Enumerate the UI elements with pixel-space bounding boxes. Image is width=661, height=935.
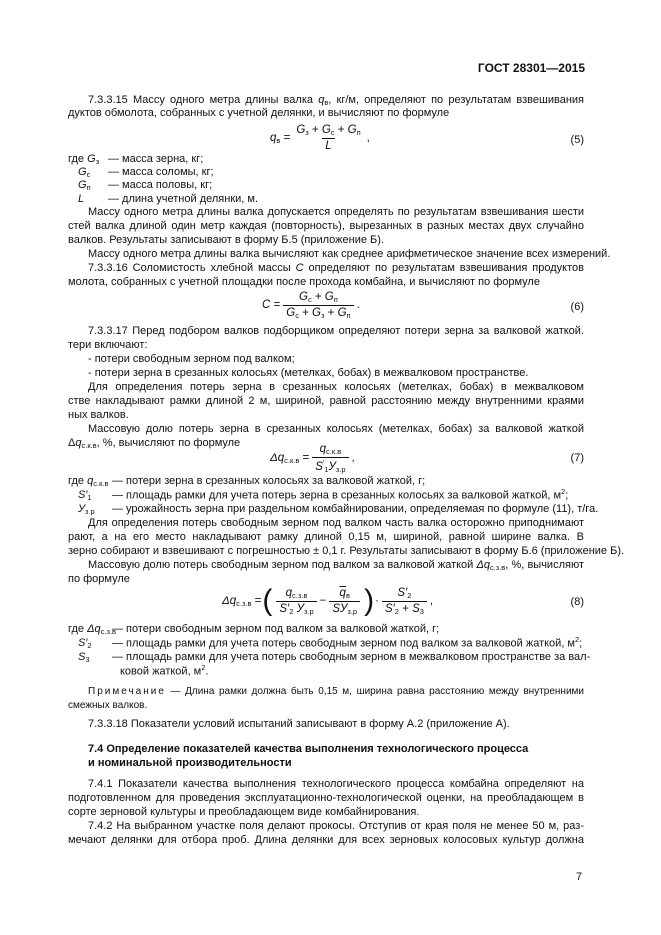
subscript: с.к.в — [326, 447, 342, 456]
subscript: п — [86, 183, 91, 192]
symbol: q — [75, 437, 82, 449]
document-header: ГОСТ 28301—2015 — [477, 61, 585, 75]
text: — урожайность зерна при раздельном комбайнировании, определяемая по формуле (11), т/га. — [112, 503, 599, 515]
op: + — [311, 291, 325, 303]
fraction — [312, 443, 348, 473]
symbol: q — [319, 443, 326, 455]
formula-number: (7) — [570, 452, 584, 464]
subscript: с — [307, 295, 312, 304]
paragraph-line: Для определения потерь свободным зерном под валком часть валка осторожно приподнимают — [88, 517, 584, 529]
subscript: с.з.в — [236, 598, 252, 608]
punct: , — [429, 595, 434, 607]
text: 7.3.3.15 Массу одного метра длины валка — [88, 94, 319, 106]
paragraph-line — [88, 261, 584, 275]
definition-text — [112, 474, 425, 488]
text: Массовую долю потерь свободным зерном под валком за валковой жаткой — [88, 559, 477, 571]
formula-5 — [270, 124, 370, 152]
subscript: 1 — [87, 493, 92, 502]
paragraph-line: рают, а на его место накладывают рамку длиной 0,15 м, шириной, равной ширине валка. В — [68, 531, 584, 543]
subscript: в — [276, 135, 281, 145]
symbol: У — [78, 503, 86, 515]
punct: , — [351, 451, 355, 464]
definition-text — [112, 622, 439, 636]
formula-6 — [262, 291, 360, 319]
list-item: - потери зерна в срезанных колосьях (метелках, бобах) в межвалковом пространстве. — [88, 367, 529, 379]
equals: = — [302, 451, 310, 464]
subscript: 1 — [324, 464, 329, 474]
paragraph-line: подготовленном для проведения эксплуатационно-технологической оценки, на преобладающем в — [68, 792, 584, 804]
superscript: 2 — [201, 663, 206, 672]
formula-lhs — [270, 452, 309, 465]
paragraph-line: молота, собранных с учетной площадки после прохода комбайна, и вычисляют по формуле — [68, 276, 540, 288]
symbol: Δ — [68, 437, 76, 449]
note-line — [88, 685, 584, 699]
text: определяют по результатам взвешивания продуктов — [308, 262, 584, 274]
text: — площадь рамки для учета потерь зерна в срезанных колосьях за валковой жаткой, м — [112, 489, 562, 502]
text: где — [68, 153, 88, 165]
text: ковой жаткой, м — [120, 665, 202, 678]
paragraph-line: Для определения потерь зерна в срезанных колосьях (метелках, бобах) в межвалковом — [88, 381, 584, 393]
paragraph-line: ных валков. — [68, 409, 129, 421]
subscript: с.з.в — [292, 591, 308, 600]
text: , %, вычисляют по формуле — [96, 437, 241, 449]
symbol: G — [347, 124, 357, 136]
subscript: з.р — [85, 507, 95, 516]
symbol: G — [324, 291, 334, 303]
subscript: з — [321, 310, 325, 320]
symbol: У — [340, 602, 348, 615]
symbol: $\overline{q}$ — [339, 587, 346, 599]
text: — потери свободным зерном под валком за валковой жаткой, г; — [112, 623, 440, 635]
symbol: q — [270, 131, 277, 144]
definition-text — [108, 152, 203, 166]
subscript: п — [346, 310, 351, 320]
text: — площадь рамки для учета потерь свободным зерном под валком за валковой жаткой, м — [112, 637, 575, 650]
subscript: с.к.в — [93, 479, 109, 488]
paragraph-line: Массовую долю потерь зерна в срезанных колосьях (метелках, бобах) за валковой жаткой — [88, 423, 584, 435]
symbol: L — [78, 193, 85, 205]
paragraph-line: Массу одного метра длины валка вычисляют как среднее арифметическое значение всех измерений. — [88, 248, 611, 260]
op: + — [334, 124, 348, 136]
symbol: G — [78, 179, 87, 191]
text: — масса зерна, кг; — [108, 153, 204, 165]
subscript: з — [305, 128, 309, 137]
symbol: G — [87, 153, 96, 165]
formula-number: (8) — [570, 596, 584, 608]
paragraph-line: 7.3.3.17 Перед подбором валков подборщиком определяют потери зерна за валковой жаткой. — [88, 325, 584, 337]
formula-lhs — [262, 299, 280, 311]
subscript: с — [330, 128, 335, 137]
subscript: с.к.в — [284, 455, 300, 465]
symbol: L — [325, 139, 332, 152]
symbol: S′ — [78, 637, 88, 649]
paragraph-line: валков. Результаты записывают в форму Б.5 (приложение Б). — [68, 234, 384, 246]
symbol: Δq — [222, 594, 237, 607]
list-item: - потери свободным зерном под валком; — [88, 353, 295, 365]
equals: = — [283, 131, 291, 144]
definition-text — [108, 178, 212, 192]
subscript: з.р — [335, 464, 346, 474]
symbol: S′ — [279, 602, 290, 615]
symbol: q — [285, 587, 293, 599]
text: — масса половы, кг; — [108, 179, 213, 191]
symbol: G — [296, 124, 306, 136]
text: — потери зерна в срезанных колосьях за валковой жаткой, г; — [112, 475, 426, 487]
subscript: с.з.в — [489, 563, 506, 572]
text: — Длина рамки должна быть 0,15 м, ширина равна расстоянию между внутренними — [170, 686, 584, 697]
definition-text — [108, 165, 214, 179]
formula-lhs — [222, 595, 261, 608]
symbol: S′ — [78, 489, 88, 501]
formula-number: (5) — [570, 134, 584, 146]
symbol: G — [337, 306, 347, 319]
subscript: 2 — [87, 641, 92, 650]
symbol: S′ — [397, 587, 408, 599]
symbol: S — [315, 460, 323, 473]
subscript: в — [324, 98, 329, 107]
paragraph-line — [88, 558, 584, 572]
subscript: п — [356, 128, 361, 137]
definition-text — [112, 488, 568, 503]
paragraph-line: тери включают: — [68, 339, 148, 351]
paragraph-line: 7.4.1 Показатели качества выполнения технологического процесса комбайна определяют на — [88, 778, 584, 790]
definition-text: ковой жаткой, $м^2$. — [120, 663, 209, 678]
definition-text: — площадь рамки для учета потерь свободным зерном под валком за валковой жаткой, $м^2$; — [112, 635, 583, 650]
symbol: Δq — [476, 559, 490, 571]
paragraph-line: мечают делянки для отбора проб. Длина делянки для всех зерновых колосовых культур должна — [68, 834, 584, 846]
fraction — [283, 291, 353, 319]
op: + — [308, 124, 322, 136]
subscript: 2 — [394, 606, 399, 616]
text: — масса соломы, кг; — [108, 166, 214, 178]
symbol: C — [262, 299, 271, 311]
text: , %, вычисляют — [505, 559, 584, 571]
prime: ′ — [322, 457, 325, 467]
subscript: з.р — [303, 606, 314, 616]
formula-number: (6) — [570, 301, 584, 313]
punct: . — [356, 299, 360, 311]
symbol: S — [412, 602, 420, 615]
symbol: S′ — [384, 602, 395, 615]
punct: , — [366, 131, 370, 144]
equals: = — [273, 299, 281, 311]
text: где — [68, 475, 88, 487]
symbol: G — [298, 291, 308, 303]
definition-text — [108, 192, 258, 206]
definition-text — [112, 502, 598, 516]
symbol: G — [286, 306, 296, 319]
subscript: п — [333, 295, 338, 304]
page-number: 7 — [576, 871, 583, 883]
section-heading: 7.4 Определение показателей качества выполнения технологического процесса — [88, 743, 529, 755]
fraction — [293, 124, 363, 152]
symbol: Δq — [87, 623, 101, 635]
symbol: Δq — [270, 451, 285, 464]
note-line: смежных валков. — [68, 700, 148, 711]
paragraph-line: по формуле — [68, 573, 130, 585]
paragraph-line — [88, 93, 584, 107]
symbol: У — [296, 602, 304, 615]
definition-text — [112, 650, 590, 664]
op: + — [398, 602, 413, 615]
text: — длина учетной делянки, м. — [108, 193, 259, 205]
symbol: C — [295, 262, 304, 274]
superscript: 2 — [575, 635, 580, 644]
paragraph-line: сорте зерновой культуры и преобладающем виде комбайнирования. — [68, 806, 420, 818]
fraction — [329, 587, 360, 615]
subscript: в — [345, 591, 350, 600]
text: где — [68, 623, 88, 635]
op: + — [324, 306, 338, 319]
paragraph-line: дуктов обмолота, собранных с учетной делянки, и вычисляют по формуле — [68, 107, 450, 119]
text: 7.3.3.16 Соломистость хлебной массы — [88, 262, 296, 274]
punct: ; — [565, 489, 569, 502]
paragraph-line: стей валка длиной один метр каждая (повторность), вырезанных в разных местах двух случайно — [68, 220, 584, 232]
paragraph-line: 7.3.3.18 Показатели условий испытаний записывают в форму А.2 (приложение А). — [88, 718, 510, 730]
fraction — [276, 587, 316, 615]
formula-8 — [222, 584, 433, 618]
subscript: с — [86, 170, 91, 179]
section-heading: и номинальной производительности — [88, 757, 292, 769]
subscript: 3 — [419, 606, 424, 616]
formula-lhs — [270, 132, 290, 145]
subscript: з.р — [347, 606, 358, 616]
subscript: 3 — [85, 655, 90, 664]
symbol: S — [332, 602, 341, 615]
symbol: S — [78, 651, 86, 663]
text: , кг/м, определяют по результатам взвешивания — [328, 94, 584, 106]
paragraph-line: зерно собирают и взвешивают с погрешностью ± 0,1 г. Результаты записывают в форму Б.6 (приложение Б). — [68, 545, 625, 557]
subscript: с.з.в — [100, 627, 116, 636]
symbol: У — [328, 460, 336, 473]
fraction — [382, 587, 427, 615]
paragraph-line: стве накладывают рамки длиной 2 м, шириной, равной расстоянию между внутренними краями — [68, 395, 584, 407]
symbol: q — [87, 475, 94, 487]
subscript: 2 — [289, 606, 294, 616]
op: − — [319, 595, 327, 607]
left-paren: ( — [262, 584, 273, 617]
note-label: Примечание — [88, 686, 166, 697]
text: — площадь рамки для учета потерь свободным зерном в межвалковом пространстве за вал- — [112, 651, 591, 663]
equals: = — [254, 594, 262, 607]
right-paren: ) — [364, 584, 375, 617]
symbol: G — [321, 124, 331, 136]
symbol: G — [78, 166, 87, 178]
paragraph-line: Массу одного метра длины валка допускается определять по результатам взвешивания шести — [88, 206, 584, 218]
superscript: 2 — [561, 487, 566, 496]
symbol: q — [318, 94, 325, 106]
op: + — [298, 306, 313, 319]
paragraph-line: 7.4.2 На выбранном участке поля делают прокосы. Отступив от края поля не менее 50 м, раз- — [88, 820, 584, 832]
subscript: с — [295, 310, 299, 320]
op: · — [375, 595, 379, 607]
subscript: з — [95, 157, 100, 166]
subscript: с.к.в — [81, 441, 97, 450]
formula-7 — [270, 443, 355, 473]
subscript: 2 — [407, 591, 412, 600]
symbol: G — [312, 306, 321, 319]
